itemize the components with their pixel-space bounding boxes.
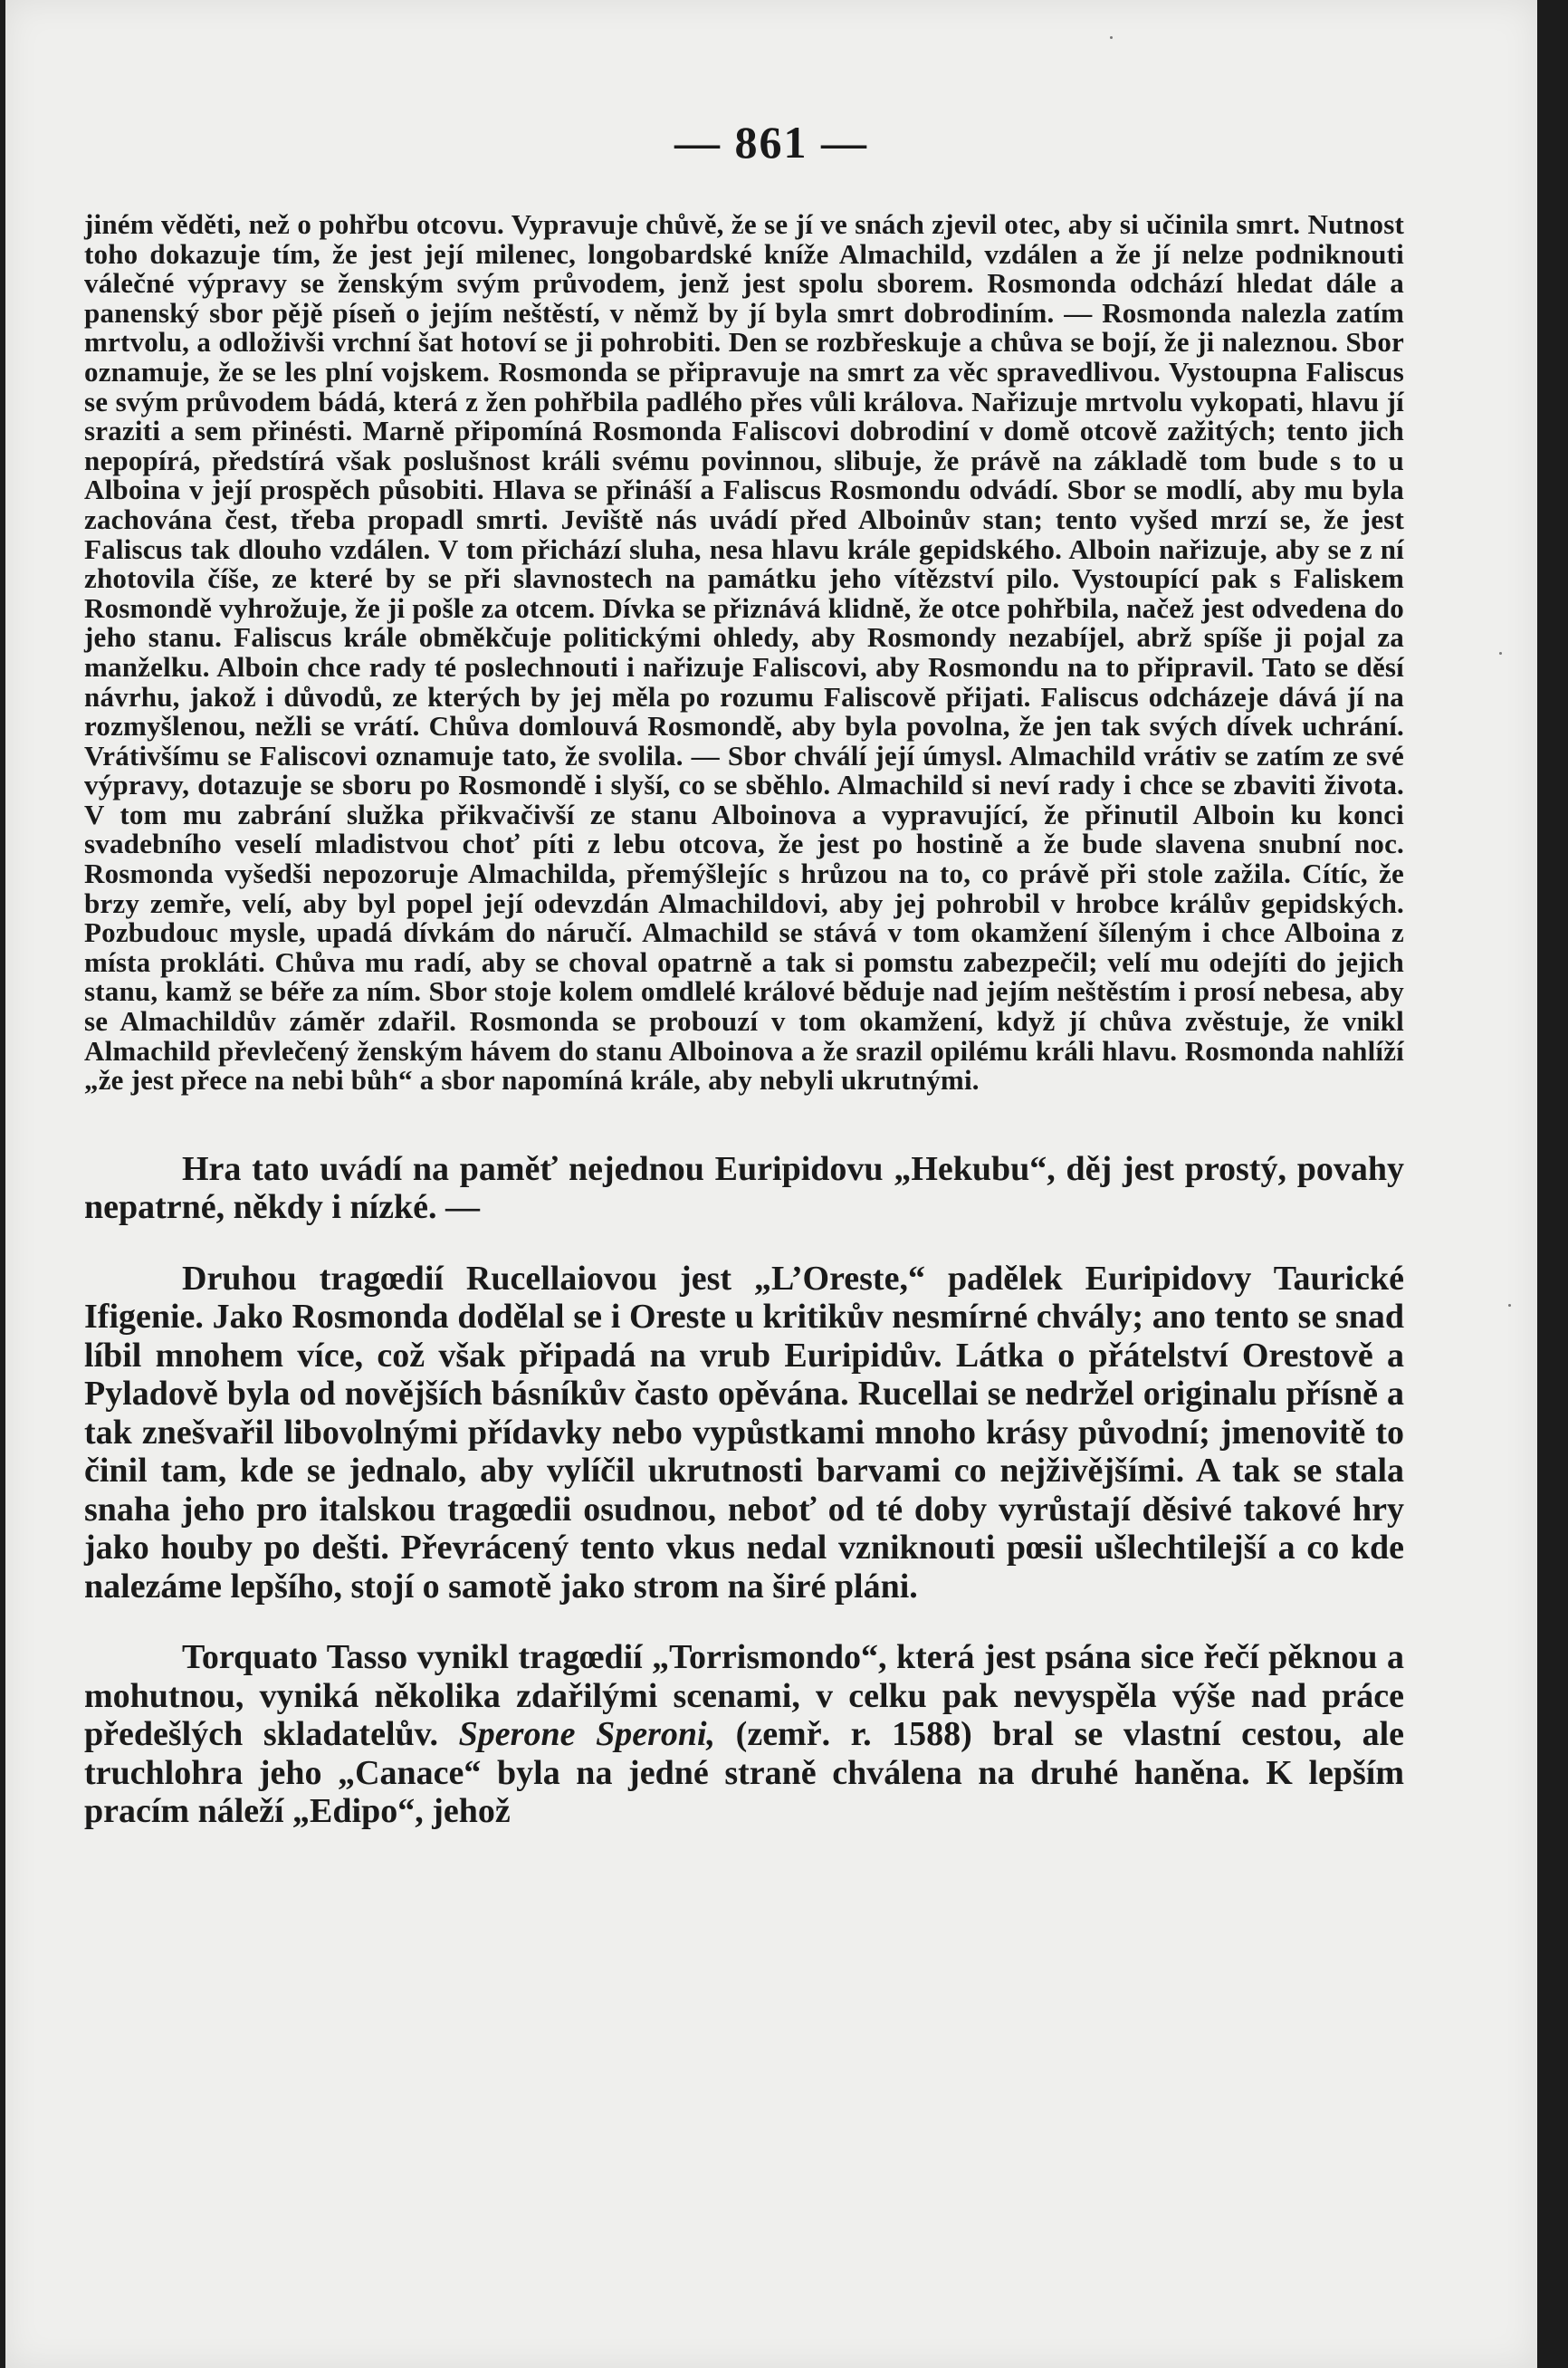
paragraph-text: Torquato Tasso vynikl tragœdií „Torrismondo“, která jest psána sice řečí pěknou a mohutnou, vyniká několika zdařilými scenami, v celku pak nevyspěla výše nad práce předešlých skladatelův. xyxy=(84,1638,1404,1754)
paragraph-hekuba xyxy=(84,1150,1404,1227)
paragraph-oreste xyxy=(84,1260,1404,1606)
paragraph-text: Druhou tragœdií Rucellaiovou jest „L’Oreste,“ padělek Euripidovy Taurické Ifigenie. Jako Rosmonda dodělal se i Oreste u kritikův nesmírné chvály; ano tento se snad líbil mnohem více, což však připadá na vrub Euripidův. Látka o přátelství Orestově a Pyladově byla od novějších básníkův často opěvána. Rucellai se nedržel originalu přísně a tak znešvařil libovolnými přídavky nebo vypůstkami mnoho krásy původní; jmenovitě to činil tam, kde se jednalo, aby vylíčil ukrutnosti barvami co nejživějšími. A tak se stala snaha jeho pro italskou tragœdii osudnou, neboť od té doby vyrůstají děsivé takové hry jako houby po dešti. Převrácený tento vkus nedal vzniknouti pœsii ušlechtilejší a co kde nalezáme lepšího, stojí o samotě jako strom na širé pláni. xyxy=(84,1259,1404,1606)
paragraph-text: Hra tato uvádí na paměť nejednou Euripidovu „Hekubu“, děj jest prostý, povahy nepatrné, někdy i nízké. — xyxy=(84,1149,1404,1227)
summary-paragraph: jiném věděti, než o pohřbu otcovu. Vypravuje chůvě, že se jí ve snách zjevil otec, aby si učinila smrt. Nutnost toho dokazuje tím, že jest její milenec, longobardské kníže Almachild, vzdálen a že jí nelze podniknouti válečné výpravy se ženským svým průvodem, jenž jest spolu sborem. Rosmonda odchází hledat dále a panenský sbor pějě píseň o jejím neštěstí, v němž by jí byla smrt dobrodiním. — Rosmonda nalezla zatím mrtvolu, a odloživši vrchní šat hotoví se ji pohrobiti. Den se rozbřeskuje a chůva se bojí, že ji naleznou. Sbor oznamuje, že se les plní vojskem. Rosmonda se připravuje na smrt za věc spravedlivou. Vystoupna Faliscus se svým průvodem bádá, která z žen pohřbila padlého přes vůli králova. Nařizuje mrtvolu vykopati, hlavu jí sraziti a sem přinésti. Marně připomíná Rosmonda Faliscovi dobrodiní v domě otcově zažitých; tento jich nepopírá, předstírá však poslušnost králi svému povinnou, slibuje, že právě na základě tom bude s to u Alboina v její prospěch působiti. Hlava se přináší a Faliscus Rosmondu odvádí. Sbor se modlí, aby mu byla zachována čest, třeba propadl smrti. Jeviště nás uvádí před Alboinův stan; tento vyšed mrzí se, že jest Faliscus tak dlouho vzdálen. V tom přichází sluha, nesa hlavu krále gepidského. Alboin nařizuje, aby se z ní zhotovila číše, ze které by se při slavnostech na památku jeho vítězství pilo. Vystoupící pak s Faliskem Rosmondě vyhrožuje, že ji pošle za otcem. Dívka se přiznává klidně, že otce pohřbila, načež jest odvedena do jeho stanu. Faliscus krále obměkčuje politickými ohledy, aby Rosmondy nezabíjel, abrž spíše ji pojal za manželku. Alboin chce rady té poslechnouti i nařizuje Faliscovi, aby Rosmondu na to připravil. Tato se děsí návrhu, jakož i důvodů, ze kterých by jej měla po rozumu Faliscově přijati. Faliscus odcházeje dává jí na rozmyšlenou, nežli se vrátí. Chůva domlouvá Rosmondě, aby byla povolna, že jen tak svých dívek uchrání. Vrátivšímu se Faliscovi oznamuje tato, že svolila. — Sbor chválí její úmysl. Almachild vrátiv se zatím ze své výpravy, dotazuje se sboru po Rosmondě i slyší, co se sběhlo. Almachild si neví rady i chce se zbaviti života. V tom mu zabrání služka přikvačivší ze stanu Alboinova a vypravující, že přinutil Alboin ku konci svadebního veselí mladistvou choť píti z lebu otcova, že jest po hostině a že bude slavena snubní noc. Rosmonda vyšedši nepozoruje Almachilda, přemýšlejíc s hrůzou na to, co právě při stole zažila. Cítíc, že brzy zemře, velí, aby byl popel její odevzdán Almachildovi, aby jej pohrobil v hrobce králův gepidských. Pozbudouc mysle, upadá dívkám do náručí. Almachild se stává v tom okamžení šíleným i chce Alboina z místa prokláti. Chůva mu radí, aby se choval opatrně a tak si pomstu zabezpečil; velí mu odejíti do jejich stanu, kamž se béře za ním. Sbor stoje kolem omdlelé králové běduje nad jejím neštěstím i prosí nebesa, aby se Almachildův záměr zdařil. Rosmonda se probouzí v tom okamžení, když jí chůva zvěstuje, že vnikl Almachild převlečený ženským hávem do stanu Alboinova a že srazil opilému králi hlavu. Rosmonda nahlíží „že jest přece na nebi bůh“ a sbor napomíná krále, aby nebyli ukrutnými. xyxy=(84,208,1404,1097)
body-block xyxy=(84,1150,1404,1831)
paragraph-text: (zemř. r. 1588) bral se vlastní cestou, ale truchlohra jeho „Canace“ byla na jedné straně chválena na druhé haněna. K lepším pracím náleží „Edipo“, jehož xyxy=(84,1715,1405,1831)
page-content xyxy=(84,210,1404,1864)
scan-edge xyxy=(1537,0,1568,2368)
paper-speck xyxy=(1499,652,1502,655)
summary-block xyxy=(84,210,1404,1096)
page-sheet xyxy=(5,0,1537,2368)
author-name-italic: Sperone Speroni, xyxy=(458,1715,716,1754)
page-number: — 861 — xyxy=(674,117,868,168)
paper-speck xyxy=(1508,1304,1511,1307)
paragraph-tasso xyxy=(84,1638,1404,1831)
paper-speck xyxy=(1110,36,1113,39)
